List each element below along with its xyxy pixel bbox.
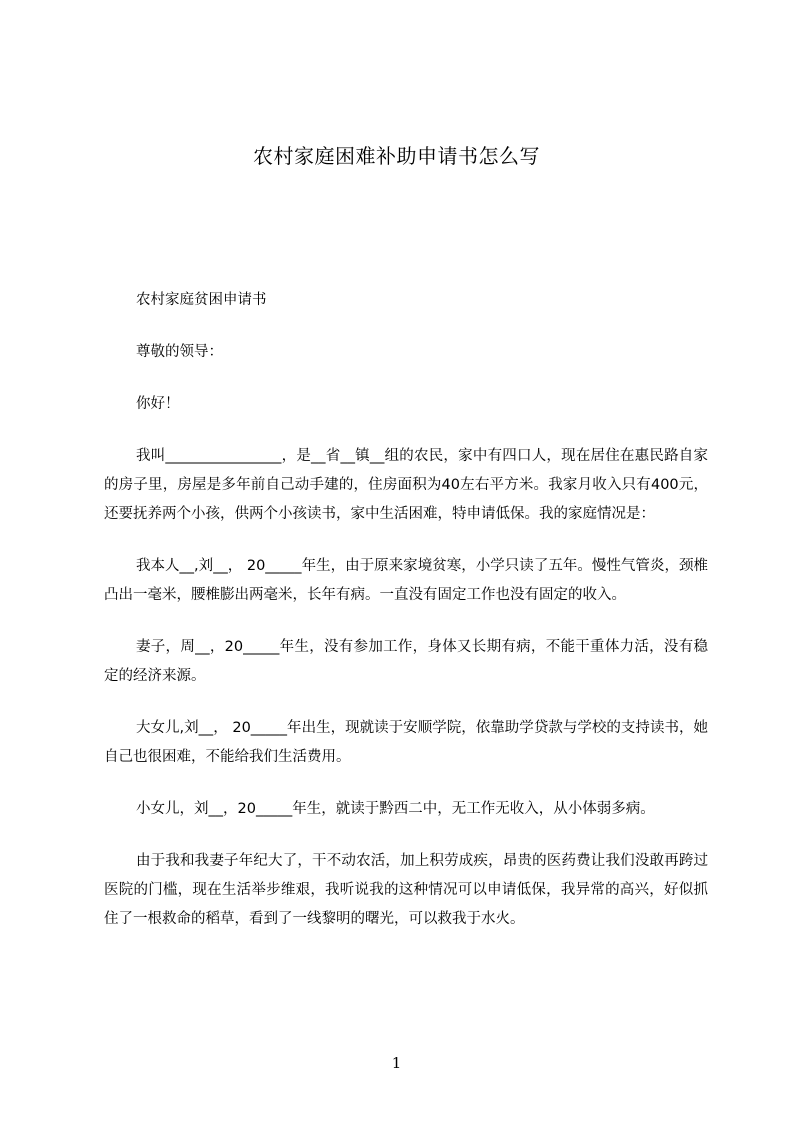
paragraph-salutation: 尊敬的领导： (136, 344, 223, 360)
paragraph-greeting: 你好！ (136, 396, 180, 412)
paragraph-elder-daughter: 大女儿,刘__， 20_____年出生，现就读于安顺学院，依靠助学贷款与学校的支持读书，她自己也很困难，不能给我们生活费用。 (104, 720, 708, 765)
paragraph-wife: 妻子，周__，20_____年生，没有参加工作，身体又长期有病，不能干重体力活，没有稳定的经济来源。 (104, 639, 708, 684)
paragraph-heading: 农村家庭贫困申请书 (136, 292, 267, 308)
document-title: 农村家庭困难补助申请书怎么写 (253, 144, 540, 168)
page-number: 1 (391, 1054, 402, 1072)
paragraph-self: 我本人__,刘__， 20_____年生，由于原来家境贫寒，小学只读了五年。慢性气管炎，颈椎凸出一毫米，腰椎膨出两毫米，长年有病。一直没有固定工作也没有固定的收入。 (104, 558, 708, 603)
paragraph-conclusion: 由于我和我妻子年纪大了，干不动农活，加上积劳成疾，昂贵的医药费让我们没敢再跨过医院的门槛，现在生活举步维艰，我听说我的这种情况可以申请低保，我异常的高兴，好似抓住了一根救命的稻草，看到了一线黎明的曙光，可以救我于水火。 (104, 853, 708, 927)
document-body (104, 286, 708, 957)
paragraph-introduction: 我叫________________，是__省__镇__组的农民，家中有四口人，现在居住在惠民路自家的房子里，房屋是多年前自己动手建的，住房面积为40左右平方米。我家月收入只有400元，还要抚养两个小孩，供两个小孩读书，家中生活困难，特申请低保。我的家庭情况是： (104, 448, 708, 522)
paragraph-younger-daughter: 小女儿，刘__，20_____年生，就读于黔西二中，无工作无收入，从小体弱多病。 (136, 801, 655, 817)
